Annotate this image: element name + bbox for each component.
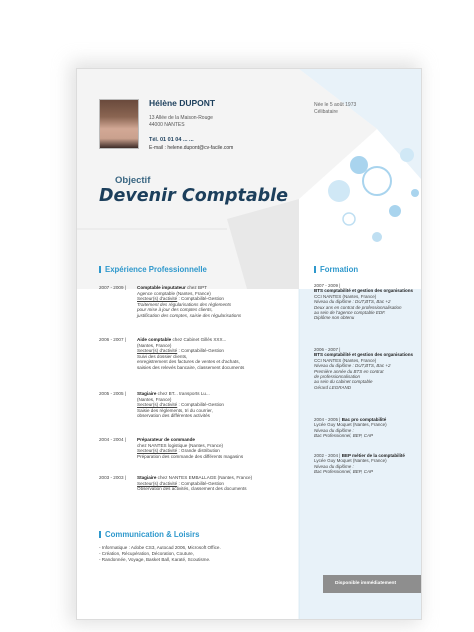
entry-location: chez NANTES logistique (Nantes, France) xyxy=(137,442,224,448)
entry-degree: BTS comptabilité et gestion des organisations xyxy=(314,352,414,358)
formation-entry xyxy=(314,347,418,390)
entry-note: Niveau du diplôme : DUT,BTS, Bac +2 xyxy=(314,363,391,369)
entry-role: Préparateur de commande xyxy=(137,437,195,442)
entry-note: Niveau du diplôme : xyxy=(314,463,354,469)
bubble-icon xyxy=(389,205,401,217)
entry-date: 2004 - 2005 | xyxy=(314,417,341,422)
entry-school: Lycée Guy Moquet (Nantes, France) xyxy=(314,458,387,464)
formation-heading xyxy=(314,265,358,274)
entry-desc: Préparation des commande des différents magasins xyxy=(137,453,244,459)
entry-desc: pour mise à jour des comptes clients, xyxy=(137,307,213,313)
entry-role: Stagiaire xyxy=(137,391,157,396)
entry-role: Comptable imputateur xyxy=(137,285,186,290)
sector-value: : Comptabilité-Gestion xyxy=(177,480,224,486)
sector-value: : Comptabilité-Gestion xyxy=(177,402,224,408)
entry-note: Bac Professionnel, BEP, CAP xyxy=(314,433,373,439)
personal-info xyxy=(314,102,356,116)
entry-desc: Traitement des régularisations des règlements xyxy=(137,301,232,307)
entry-desc: Suivi des dossier clients, xyxy=(137,353,188,359)
entry-role: Aide comptable xyxy=(137,337,172,342)
entry-note: Gérard LEGRAND xyxy=(314,384,352,390)
entry-date: 2007 - 2009 | xyxy=(99,285,126,290)
entry-school: CCI NANTES (Nantes, France) xyxy=(314,357,377,363)
bubble-icon xyxy=(400,148,414,162)
entry-location: Agence comptable (Nantes, France) xyxy=(137,290,211,296)
entry-date: 2002 - 2004 | xyxy=(314,453,341,458)
sector-label: Secteur(s) d'activité xyxy=(137,448,178,454)
entry-note: Première année du BTS en contrat xyxy=(314,368,384,374)
entry-date: 2006 - 2007 | xyxy=(99,337,126,342)
entry-note: au sein du cabinet comptable xyxy=(314,379,373,385)
list-item: - Informatique : Adobe CS3, Autocad 2006, Microsoft Office. xyxy=(99,545,221,550)
entry-school: Lycée Guy Moquet (Nantes, France) xyxy=(314,422,387,428)
address-line: 44000 NANTES xyxy=(149,122,185,128)
phone: Tél. 01 01 04 ... ... xyxy=(149,137,194,143)
entry-desc: observation des différentes activités xyxy=(137,413,210,419)
bubble-icon xyxy=(372,232,382,242)
entry-employer: chez BPT xyxy=(185,285,207,290)
objective-label: Objectif xyxy=(115,175,151,186)
entry-employer: chez NANTES EMBALLAGE (Nantes, France) xyxy=(156,475,253,480)
entry-degree: BTS comptabilité et gestion des organisations xyxy=(314,288,414,294)
sector-value: : Comptabilité-Gestion xyxy=(177,348,224,354)
availability-banner xyxy=(323,575,421,593)
entry-employer: chez Cabinet Gillès XXX... xyxy=(171,337,227,342)
marital-status: Célibataire xyxy=(314,109,338,115)
entry-location: (Nantes, France) xyxy=(137,396,172,402)
portrait-photo-icon xyxy=(99,99,139,149)
formation-entry xyxy=(314,453,418,475)
candidate-name: Hélène DUPONT xyxy=(149,98,216,108)
entry-note: Deux ans en contrat de professionnalisation xyxy=(314,304,402,310)
sector-label: Secteur(s) d'activité xyxy=(137,480,178,486)
availability-text: Disponible immédiatement xyxy=(335,581,397,586)
entry-desc: Observation des activités, classement des documents xyxy=(137,486,247,492)
entry-location: (Nantes, France) xyxy=(137,342,172,348)
bubble-icon xyxy=(328,180,350,202)
address-line: 13 Allée de la Maison-Rouge xyxy=(149,115,213,121)
experience-heading xyxy=(99,265,207,274)
list-item: - Randonnée, Voyage, Basket Ball, Karaté, Scoutisme. xyxy=(99,557,211,562)
email[interactable]: E-mail : helene.dupont@cv-facile.com xyxy=(149,145,234,151)
entry-desc: justification des comptes, saisie des régularisations xyxy=(137,312,242,318)
entry-note: Niveau du diplôme : DUT,BTS, Bac +2 xyxy=(314,299,391,305)
entry-date: 2003 - 2003 | xyxy=(99,475,126,480)
formation-entry xyxy=(314,283,418,321)
entry-date: 2005 - 2005 | xyxy=(99,391,126,396)
entry-note: Niveau du diplôme : xyxy=(314,427,354,433)
entry-note: au sein de l'agence comptable EDF. xyxy=(314,310,386,316)
communication-heading xyxy=(99,530,199,539)
sector-label: Secteur(s) d'activité xyxy=(137,296,178,302)
bubble-icon xyxy=(411,189,419,197)
sector-value: : Grande distribution xyxy=(177,448,220,454)
communication-title: Communication & Loisirs xyxy=(105,530,200,539)
bubble-icon xyxy=(350,156,368,174)
communication-list xyxy=(99,545,299,563)
entry-note: de professionnalisation xyxy=(314,374,361,380)
entry-desc: Saisie des règlements, tri du courrier, xyxy=(137,407,213,413)
list-item: - Création, Récupération, Décoration, Couture, xyxy=(99,551,194,556)
entry-desc: enregistrement des factures de ventes et d'achats, xyxy=(137,359,240,365)
address xyxy=(149,115,213,129)
formation-entry xyxy=(314,417,418,439)
entry-date: 2006 - 2007 | xyxy=(314,347,341,352)
entry-degree: BEP métier de la comptabilité xyxy=(341,453,405,458)
sector-label: Secteur(s) d'activité xyxy=(137,348,178,354)
experience-title: Expérience Professionnelle xyxy=(105,265,207,274)
cv-page xyxy=(76,68,422,620)
entry-desc: saisies des relevés bancaire, classement documents xyxy=(137,364,245,370)
heading-bar-icon xyxy=(99,531,101,538)
entry-note: Diplôme non obtenu xyxy=(314,315,355,321)
entry-employer: chez BT... transports Lu... xyxy=(156,391,210,396)
entry-date: 2004 - 2004 | xyxy=(99,437,126,442)
diagonal-band xyxy=(227,199,299,289)
entry-degree: Bac pro comptabilité xyxy=(341,417,387,422)
entry-role: Stagiaire xyxy=(137,475,157,480)
sector-label: Secteur(s) d'activité xyxy=(137,402,178,408)
formation-title: Formation xyxy=(320,265,359,274)
heading-bar-icon xyxy=(99,266,101,273)
sector-value: : Comptabilité-Gestion xyxy=(177,296,224,302)
entry-school: CCI NANTES (Nantes, France) xyxy=(314,293,377,299)
entry-date: 2007 - 2009 | xyxy=(314,283,341,288)
entry-note: Bac Professionnel, BEP, CAP xyxy=(314,469,373,475)
birth-date: Née le 5 août 1973 xyxy=(314,102,357,108)
objective-title: Devenir Comptable xyxy=(99,186,289,206)
heading-bar-icon xyxy=(314,266,316,273)
